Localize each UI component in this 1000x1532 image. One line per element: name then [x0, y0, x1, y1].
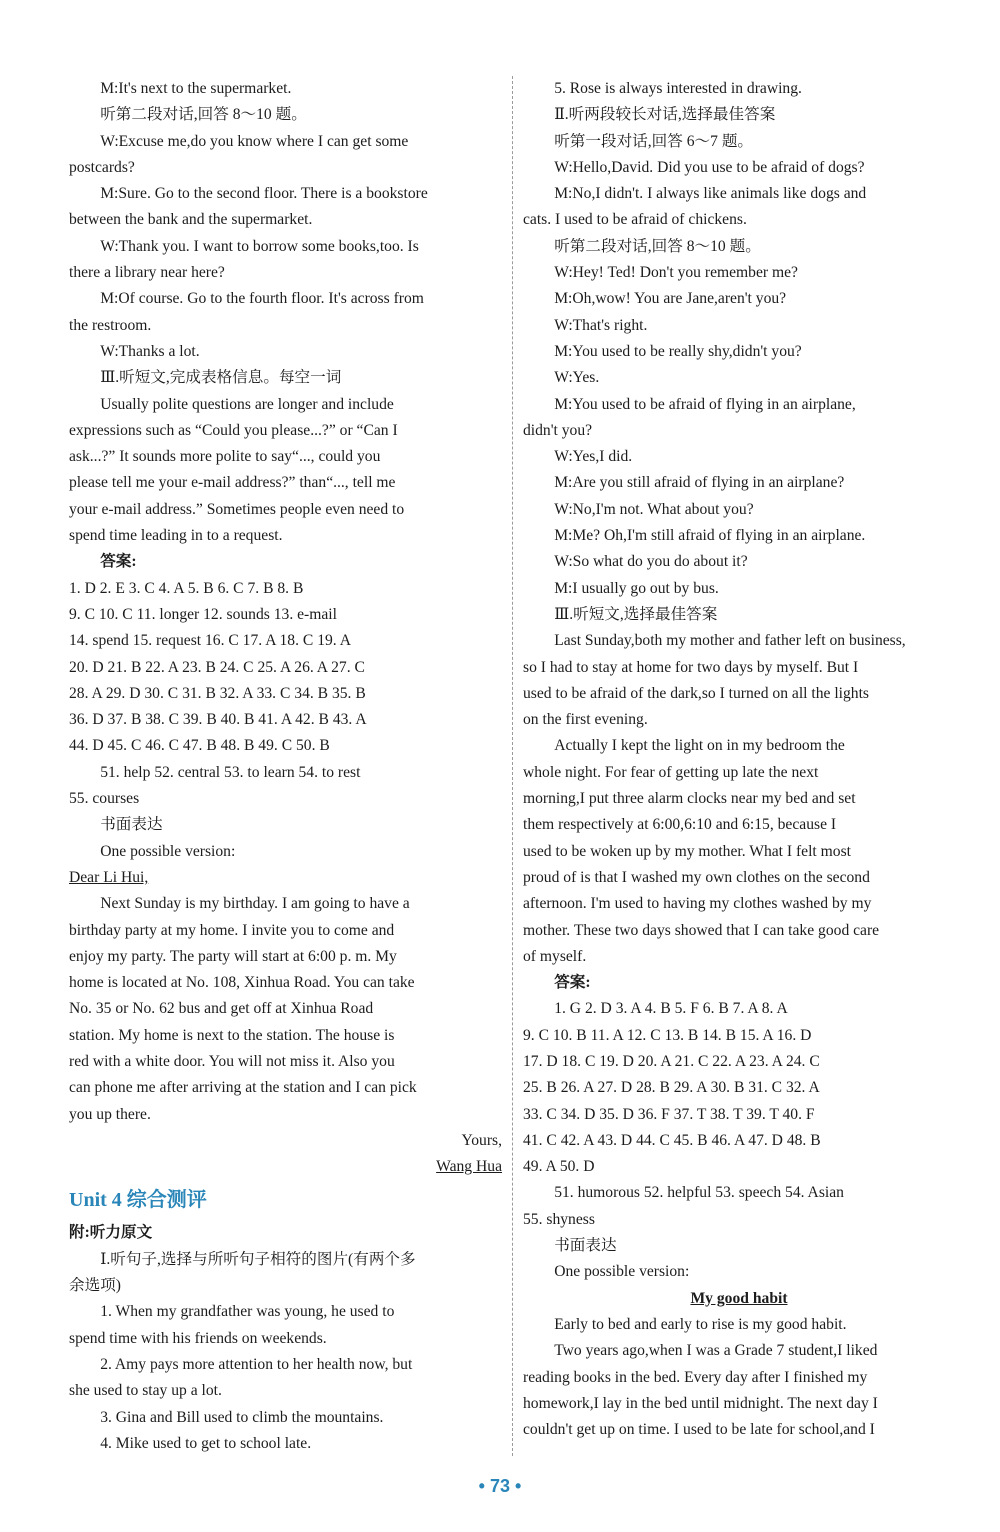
page-number	[0, 1476, 1000, 1497]
text-line: Next Sunday is my birthday. I am going to have a	[100, 895, 410, 913]
page-number-value: 73	[489, 1476, 511, 1496]
text-line: 9. C 10. C 11. longer 12. sounds 13. e-mail	[69, 605, 337, 623]
text-line: No. 35 or No. 62 bus and get off at Xinhua Road	[69, 1000, 374, 1018]
text-line: mother. These two days showed that I can take good care	[523, 921, 880, 939]
text-line: M:Me? Oh,I'm still afraid of flying in an airplane.	[554, 527, 866, 545]
page-number-dot-right: •	[515, 1476, 522, 1496]
text-line: the restroom.	[69, 316, 152, 334]
text-line: 55. courses	[69, 790, 140, 808]
text-line: can phone me after arriving at the station and I can pick	[69, 1079, 417, 1097]
text-line: Dear Li Hui,	[69, 868, 149, 886]
text-line: of myself.	[523, 947, 587, 965]
text-line: One possible version:	[554, 1263, 690, 1281]
text-line: between the bank and the supermarket.	[69, 211, 313, 229]
text-line: please tell me your e-mail address?” than“..., tell me	[69, 474, 396, 492]
text-line: morning,I put three alarm clocks near my bed and set	[523, 790, 856, 808]
column-divider	[512, 76, 513, 1456]
text-line: M:No,I didn't. I always like animals like dogs and	[554, 185, 867, 203]
text-line: birthday party at my home. I invite you to come and	[69, 921, 395, 939]
text-line: 答案:	[100, 553, 137, 571]
text-line: 4. Mike used to get to school late.	[100, 1434, 312, 1452]
text-line: 49. A 50. D	[523, 1158, 595, 1176]
text-line: 书面表达	[554, 1237, 617, 1255]
text-line: whole night. For fear of getting up late the next	[523, 763, 819, 781]
text-line: Ⅲ.听短文,完成表格信息。每空一词	[100, 369, 342, 387]
text-line: 余选项)	[69, 1277, 121, 1295]
text-line: Yours,	[461, 1131, 502, 1149]
text-line: M:Sure. Go to the second floor. There is a bookstore	[100, 185, 428, 203]
text-line: 附:听力原文	[69, 1224, 153, 1242]
text-line: Usually polite questions are longer and include	[100, 395, 394, 413]
text-line: 1. When my grandfather was young, he used to	[100, 1303, 395, 1321]
text-line: 51. humorous 52. helpful 53. speech 54. Asian	[554, 1184, 844, 1202]
text-line: M:Are you still afraid of flying in an airplane?	[554, 474, 845, 492]
text-line: 2. Amy pays more attention to her health now, but	[100, 1355, 413, 1373]
text-line: Two years ago,when I was a Grade 7 student,I liked	[554, 1342, 878, 1360]
text-line: 9. C 10. B 11. A 12. C 13. B 14. B 15. A 16. D	[523, 1026, 812, 1044]
text-line: 17. D 18. C 19. D 20. A 21. C 22. A 23. A 24. C	[523, 1052, 820, 1070]
text-line: didn't you?	[523, 421, 593, 439]
text-line: 答案:	[554, 974, 591, 992]
text-line: expressions such as “Could you please...?” or “Can I	[69, 421, 398, 439]
text-line: 1. G 2. D 3. A 4. B 5. F 6. B 7. A 8. A	[554, 1000, 788, 1018]
unit-heading: Unit 4 综合测评	[69, 1189, 207, 1212]
right-column	[523, 76, 955, 1443]
text-line: 14. spend 15. request 16. C 17. A 18. C 19. A	[69, 632, 351, 650]
text-line: One possible version:	[100, 842, 236, 860]
text-line: Actually I kept the light on in my bedroom the	[554, 737, 845, 755]
text-line: used to be afraid of the dark,so I turned on all the lights	[523, 684, 870, 702]
text-line: 听第二段对话,回答 8～10 题。	[554, 237, 761, 255]
text-line: W:Hello,David. Did you use to be afraid of dogs?	[554, 158, 865, 176]
text-line: home is located at No. 108, Xinhua Road. You can take	[69, 974, 415, 992]
text-line: couldn't get up on time. I used to be late for school,and I	[523, 1421, 875, 1439]
text-line: M:You used to be really shy,didn't you?	[554, 342, 802, 360]
text-line: W:That's right.	[554, 316, 648, 334]
text-line: postcards?	[69, 158, 135, 176]
text-line: My good habit	[690, 1289, 788, 1307]
left-column	[69, 76, 502, 1457]
text-line: 书面表达	[100, 816, 163, 834]
text-line: station. My home is next to the station. The house is	[69, 1026, 395, 1044]
text-line: 33. C 34. D 35. D 36. F 37. T 38. T 39. T 40. F	[523, 1105, 815, 1123]
text-line: proud of is that I washed my own clothes on the second	[523, 868, 870, 886]
text-line: M:Oh,wow! You are Jane,aren't you?	[554, 290, 787, 308]
text-line: 41. C 42. A 43. D 44. C 45. B 46. A 47. D 48. B	[523, 1131, 821, 1149]
text-line: you up there.	[69, 1105, 151, 1123]
text-line: used to be woken up by my mother. What I felt most	[523, 842, 851, 860]
text-line: spend time leading in to a request.	[69, 527, 283, 545]
text-line: W:So what do you do about it?	[554, 553, 748, 571]
text-line: M:Of course. Go to the fourth floor. It's across from	[100, 290, 424, 308]
text-line: M:It's next to the supermarket.	[100, 80, 292, 97]
text-line: Last Sunday,both my mother and father left on business,	[554, 632, 906, 650]
text-line: W:No,I'm not. What about you?	[554, 500, 754, 518]
text-line: reading books in the bed. Every day after I finished my	[523, 1368, 868, 1386]
text-line: 1. D 2. E 3. C 4. A 5. B 6. C 7. B 8. B	[69, 579, 304, 597]
text-line: enjoy my party. The party will start at 6:00 p. m. My	[69, 947, 397, 965]
text-line: so I had to stay at home for two days by myself. But I	[523, 658, 859, 676]
text-line: 51. help 52. central 53. to learn 54. to rest	[100, 763, 361, 781]
text-line: W:Yes,I did.	[554, 448, 633, 466]
text-line: Ⅲ.听短文,选择最佳答案	[554, 605, 718, 623]
text-line: Ⅰ.听句子,选择与所听句子相符的图片(有两个多	[100, 1250, 416, 1268]
text-line: 28. A 29. D 30. C 31. B 32. A 33. C 34. B 35. B	[69, 684, 366, 702]
text-line: cats. I used to be afraid of chickens.	[523, 211, 747, 229]
text-line: W:Thanks a lot.	[100, 342, 200, 360]
text-line: 36. D 37. B 38. C 39. B 40. B 41. A 42. B 43. A	[69, 711, 367, 729]
text-line: on the first evening.	[523, 711, 648, 729]
text-line: M:I usually go out by bus.	[554, 579, 719, 597]
text-line: 20. D 21. B 22. A 23. B 24. C 25. A 26. A 27. C	[69, 658, 365, 676]
text-line: ask...?” It sounds more polite to say“..., could you	[69, 448, 381, 466]
text-line: 25. B 26. A 27. D 28. B 29. A 30. B 31. C 32. A	[523, 1079, 820, 1097]
text-line: them respectively at 6:00,6:10 and 6:15, because I	[523, 816, 837, 834]
text-line: W:Thank you. I want to borrow some books,too. Is	[100, 237, 419, 255]
text-line: W:Excuse me,do you know where I can get some	[100, 132, 409, 150]
text-line: there a library near here?	[69, 264, 225, 282]
text-line: 5. Rose is always interested in drawing.	[554, 80, 802, 97]
text-line: 听第二段对话,回答 8～10 题。	[100, 106, 307, 124]
text-line: homework,I lay in the bed until midnight. The next day I	[523, 1394, 878, 1412]
text-line: W:Yes.	[554, 369, 600, 387]
text-line: red with a white door. You will not miss it. Also you	[69, 1052, 395, 1070]
text-line: spend time with his friends on weekends.	[69, 1329, 327, 1347]
text-line: Wang Hua	[436, 1158, 502, 1176]
text-line: she used to stay up a lot.	[69, 1382, 222, 1400]
text-line: 听第一段对话,回答 6～7 题。	[554, 132, 754, 150]
text-line: 55. shyness	[523, 1210, 595, 1228]
text-line: Early to bed and early to rise is my good habit.	[554, 1315, 847, 1333]
page-number-dot-left: •	[478, 1476, 485, 1496]
text-line: afternoon. I'm used to having my clothes washed by my	[523, 895, 872, 913]
text-line: your e-mail address.” Sometimes people even need to	[69, 500, 405, 518]
text-line: 3. Gina and Bill used to climb the mountains.	[100, 1408, 384, 1426]
text-line: W:Hey! Ted! Don't you remember me?	[554, 264, 798, 282]
text-line: 44. D 45. C 46. C 47. B 48. B 49. C 50. B	[69, 737, 330, 755]
text-line: M:You used to be afraid of flying in an airplane,	[554, 395, 856, 413]
text-line: Ⅱ.听两段较长对话,选择最佳答案	[554, 106, 776, 124]
